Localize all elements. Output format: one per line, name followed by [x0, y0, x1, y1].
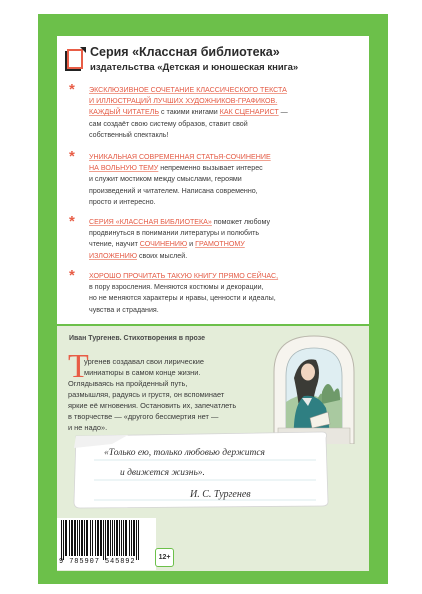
barcode-bar: [77, 520, 78, 556]
highlight-text: ХОРОШО ПРОЧИТАТЬ ТАКУЮ КНИГУ ПРЯМО СЕЙЧАС,: [89, 272, 279, 280]
feature-text: [89, 217, 364, 262]
feature-text: [89, 271, 364, 316]
body-text: произведений и читателем. Написана современно,: [89, 186, 258, 195]
barcode-bar: [112, 520, 113, 556]
barcode-bar: [129, 520, 130, 556]
barcode-bar: [81, 520, 83, 556]
barcode-bar: [103, 520, 104, 560]
barcode-bar: [79, 520, 80, 556]
body-text: с такими книгами: [159, 108, 220, 117]
highlight-text: СЕРИЯ «КЛАССНАЯ БИБЛИОТЕКА»: [89, 218, 212, 226]
feature-line: [89, 217, 364, 228]
feature-line: [89, 163, 364, 174]
quote-text: [70, 430, 332, 510]
barcode-bar: [125, 520, 127, 556]
description-line: и не надо».: [68, 423, 108, 432]
body-text: продвинуться в понимании литературы и полюбить: [89, 229, 260, 238]
description-line: ургенев создавал свои лирические: [84, 357, 204, 366]
barcode-bar: [65, 520, 67, 556]
feature-line: [89, 251, 364, 262]
publisher-line: издательства «Детская и юношеская книга»: [90, 62, 299, 73]
body-text: сам создаёт свою систему образов, ставит свой: [89, 119, 248, 128]
body-text: и служит мостиком между смыслами, героями: [89, 175, 242, 184]
barcode-bar: [97, 520, 99, 556]
asterisk-icon: *: [69, 213, 75, 230]
feature-line: [89, 186, 364, 197]
barcode-bar: [61, 520, 62, 560]
feature-line: [89, 271, 364, 282]
age-rating-badge: 12+: [155, 548, 174, 567]
feature-line: [89, 228, 364, 239]
feature-line: [89, 85, 364, 96]
barcode-bar: [92, 520, 93, 556]
feature-line: [89, 174, 364, 185]
asterisk-icon: *: [69, 267, 75, 284]
body-text: —: [278, 108, 288, 117]
barcode-bar: [84, 520, 85, 556]
book-header: Иван Тургенев. Стихотворения в прозе: [69, 335, 205, 342]
barcode-bar: [131, 520, 132, 556]
highlight-text: КАК СЦЕНАРИСТ: [219, 108, 279, 117]
highlight-text: КАЖДЫЙ ЧИТАТЕЛЬ: [89, 108, 160, 117]
description-line: размышляя, радуясь и грустя, он вспоминает: [68, 390, 225, 399]
description-line: Оглядываясь на пройденный путь,: [68, 379, 188, 388]
barcode-bar: [105, 520, 106, 560]
feature-line: [89, 282, 364, 293]
highlight-text: ИЗЛОЖЕНИЮ: [89, 251, 137, 260]
feature-line: [89, 107, 364, 118]
barcode-bar: [116, 520, 118, 556]
feature-line: [89, 293, 364, 304]
barcode-bar: [69, 520, 70, 556]
asterisk-icon: *: [69, 148, 75, 165]
barcode: [57, 518, 156, 570]
description-line: в творчестве — «другого бессмертия нет —: [68, 412, 219, 421]
barcode-bars: [57, 520, 156, 560]
body-text: просто и интересно.: [89, 197, 156, 206]
book-logo-icon: [64, 47, 86, 73]
series-info-panel: [57, 36, 369, 324]
barcode-bar: [110, 520, 111, 556]
body-text: непременно вызывает интерес: [158, 164, 263, 173]
series-title: Серия «Классная библиотека»: [90, 45, 280, 59]
barcode-bar: [119, 520, 120, 556]
drop-cap: Т: [68, 348, 89, 385]
barcode-bar: [123, 520, 124, 556]
body-text: собственный спектакль!: [89, 130, 169, 139]
highlight-text: ГРАМОТНОМУ: [195, 240, 245, 249]
body-text: и: [187, 240, 196, 249]
highlight-text: И ИЛЛЮСТРАЦИЙ ЛУЧШИХ ХУДОЖНИКОВ-ГРАФИКОВ.: [89, 97, 278, 106]
barcode-digits: 9 785907 545892: [59, 558, 136, 566]
body-text: в пору взросления. Меняются костюмы и декорации,: [89, 283, 264, 292]
asterisk-icon: *: [69, 81, 75, 98]
feature-line: [89, 96, 364, 107]
body-text: чтение, научит: [89, 240, 140, 249]
barcode-bar: [95, 520, 96, 556]
body-text: но не меняются характеры и нравы, ценности и идеалы,: [89, 294, 276, 303]
barcode-bar: [107, 520, 109, 556]
barcode-bar: [63, 520, 64, 560]
highlight-text: ЭКСКЛЮЗИВНОЕ СОЧЕТАНИЕ КЛАССИЧЕСКОГО ТЕКСТА: [89, 86, 287, 94]
feature-line: [89, 197, 364, 208]
barcode-bar: [74, 520, 76, 556]
barcode-bar: [121, 520, 122, 556]
body-text: своих мыслей.: [137, 251, 188, 260]
barcode-bar: [71, 520, 73, 556]
description-line: миниатюры в самом конце жизни.: [84, 368, 201, 377]
feature-line: [89, 119, 364, 130]
highlight-text: СОЧИНЕНИЮ: [139, 240, 188, 249]
feature-text: [89, 152, 364, 208]
highlight-text: УНИКАЛЬНАЯ СОВРЕМЕННАЯ СТАТЬЯ-СОЧИНЕНИЕ: [89, 153, 271, 161]
barcode-bar: [100, 520, 102, 556]
barcode-bar: [136, 520, 137, 560]
body-text: чувства и страдания.: [89, 305, 159, 314]
barcode-bar: [90, 520, 91, 556]
book-description: [68, 356, 244, 433]
feature-line: [89, 152, 364, 163]
description-line: яркие её мгновения. Остановить их, запечатлеть: [68, 401, 237, 410]
barcode-bar: [138, 520, 139, 560]
barcode-bar: [133, 520, 135, 556]
feature-line: [89, 130, 364, 141]
quote-line: «Только ею, только любовью держится: [104, 448, 265, 458]
body-text: поможет любому: [211, 218, 270, 226]
highlight-text: НА ВОЛЬНУЮ ТЕМУ: [89, 164, 159, 173]
quote-line: и движется жизнь».: [120, 468, 205, 478]
barcode-bar: [114, 520, 115, 556]
quote-author: И. С. Тургенев: [190, 489, 251, 500]
feature-line: [89, 305, 364, 316]
woman-reading-illustration: [264, 332, 364, 444]
barcode-bar: [86, 520, 88, 556]
feature-line: [89, 239, 364, 250]
feature-text: [89, 85, 364, 141]
